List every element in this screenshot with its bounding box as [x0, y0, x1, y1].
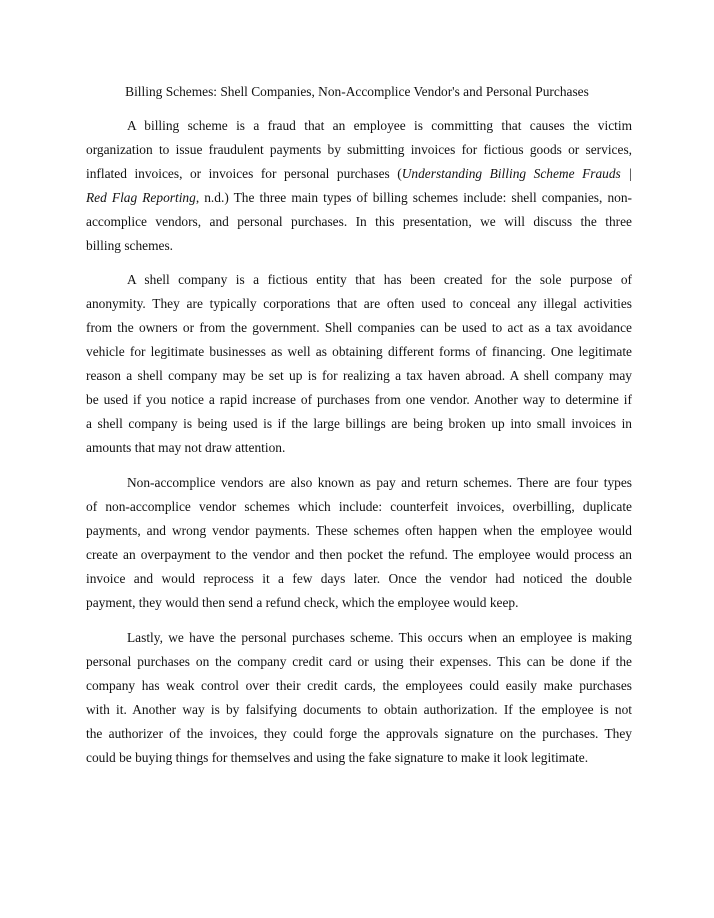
- paragraph-2-line-3: from the owners or from the government. Shell companies can be used to act as a tax avoidance: [86, 320, 632, 335]
- paragraph-2-line-7: a shell company is being used is if the large billings are being broken up into small invoices in: [86, 416, 632, 431]
- paragraph-3-line-6: payment, they would then send a refund check, which the employee would keep.: [86, 595, 519, 610]
- text-run: , n.d.) The three main types of billing schemes include: shell companies, non-: [195, 190, 632, 205]
- paragraph-1-line-2: organization to issue fraudulent payments by submitting invoices for fictious goods or services,: [86, 142, 632, 157]
- paragraph-2-line-2: anonymity. They are typically corporations that are often used to conceal any illegal activities: [86, 296, 632, 311]
- text-run: inflated invoices, or invoices for personal purchases (: [86, 166, 402, 181]
- paragraph-4-line-5: the authorizer of the invoices, they could forge the approvals signature on the purchases. They: [86, 726, 632, 741]
- paragraph-2-line-6: be used if you notice a rapid increase of purchases from one vendor. Another way to determine if: [86, 392, 632, 407]
- paragraph-3-line-1: Non-accomplice vendors are also known as pay and return schemes. There are four types: [127, 475, 632, 490]
- paragraph-4-line-6: could be buying things for themselves and using the fake signature to make it look legitimate.: [86, 750, 589, 765]
- citation-title-part-2: Red Flag Reporting: [86, 190, 196, 205]
- paragraph-1-line-6: billing schemes.: [86, 238, 174, 253]
- paragraph-1-line-4: [86, 189, 632, 207]
- paragraph-2-line-4: vehicle for legitimate businesses as well as obtaining different forms of financing. One legitimate: [86, 344, 632, 359]
- paragraph-2-line-5: reason a shell company may be set up is for realizing a tax haven abroad. A shell company may: [86, 368, 632, 383]
- paragraph-3-line-4: create an overpayment to the vendor and then pocket the refund. The employee would process an: [86, 547, 632, 562]
- citation-title-part-1: Understanding Billing Scheme Frauds |: [401, 166, 632, 181]
- document-title: Billing Schemes: Shell Companies, Non-Accomplice Vendor's and Personal Purchases: [125, 84, 589, 99]
- paragraph-1-line-1: A billing scheme is a fraud that an employee is committing that causes the victim: [127, 118, 632, 133]
- paragraph-1-line-5: accomplice vendors, and personal purchases. In this presentation, we will discuss the three: [86, 214, 632, 229]
- paragraph-3-line-2: of non-accomplice vendor schemes which include: counterfeit invoices, overbilling, duplicate: [86, 499, 632, 514]
- paragraph-2-line-8: amounts that may not draw attention.: [86, 440, 286, 455]
- paragraph-4-line-4: with it. Another way is by falsifying documents to obtain authorization. If the employee is not: [86, 702, 632, 717]
- paragraph-4-line-3: company has weak control over their credit cards, the employees could easily make purchases: [86, 678, 632, 693]
- paragraph-3-line-5: invoice and would reprocess it a few days later. Once the vendor had noticed the double: [86, 571, 632, 586]
- paragraph-4-line-2: personal purchases on the company credit card or using their expenses. This can be done if the: [86, 654, 632, 669]
- paragraph-1-line-3: [86, 165, 632, 183]
- paragraph-4-line-1: Lastly, we have the personal purchases scheme. This occurs when an employee is making: [127, 630, 632, 645]
- paragraph-2-line-1: A shell company is a fictious entity that has been created for the sole purpose of: [127, 272, 632, 287]
- paragraph-3-line-3: payments, and wrong vendor payments. These schemes often happen when the employee would: [86, 523, 632, 538]
